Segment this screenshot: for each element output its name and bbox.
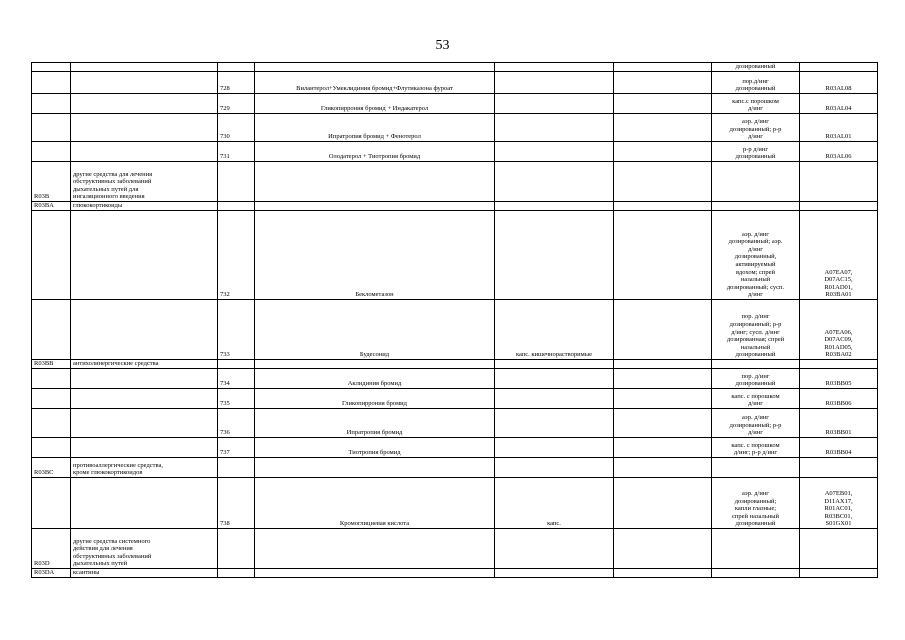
drug-form — [495, 94, 614, 114]
atc-codes: A07EA06, D07AC09, R01AD05, R03BA02 — [800, 300, 878, 360]
atc-group-code: R03BB — [32, 360, 71, 369]
empty-cell — [614, 114, 712, 142]
drug-form — [495, 369, 614, 389]
drug-form: капс. — [495, 478, 614, 529]
atc-group-code — [32, 114, 71, 142]
atc-group-name: антихолинергические средства — [71, 360, 218, 369]
dosage-form — [712, 360, 800, 369]
atc-group-name — [71, 114, 218, 142]
atc-codes: A07EA07, D07AC15, R01AD01, R03BA01 — [800, 211, 878, 300]
drug-name: Вилантерол+Умеклидиния бромид+Флутиказона фуроат — [255, 72, 495, 94]
atc-group-code — [32, 72, 71, 94]
empty-cell — [614, 142, 712, 162]
empty-cell — [614, 569, 712, 578]
empty-cell — [614, 478, 712, 529]
atc-codes: R03BB05 — [800, 369, 878, 389]
drug-name: Аклидиния бромид — [255, 369, 495, 389]
atc-group-code — [32, 63, 71, 72]
row-number: 732 — [218, 211, 255, 300]
row-number: 736 — [218, 409, 255, 438]
row-number: 729 — [218, 94, 255, 114]
atc-codes: R03BB06 — [800, 389, 878, 409]
table-row — [32, 162, 878, 202]
row-number: 733 — [218, 300, 255, 360]
drug-name: Ипратропия бромид — [255, 409, 495, 438]
atc-codes: R03AL06 — [800, 142, 878, 162]
table-row — [32, 478, 878, 529]
atc-group-code: R03B — [32, 162, 71, 202]
dosage-form: дозированный — [712, 63, 800, 72]
drug-name: Ипратропия бромид + Фенотерол — [255, 114, 495, 142]
atc-group-code — [32, 478, 71, 529]
atc-group-name — [71, 300, 218, 360]
drug-name — [255, 360, 495, 369]
drug-name — [255, 162, 495, 202]
atc-group-code — [32, 438, 71, 458]
dosage-form — [712, 458, 800, 478]
dosage-form: пор. д/инг дозированный; р-р д/инг; сусп. д/инг дозированная; спрей назальный дозированный — [712, 300, 800, 360]
drug-form — [495, 438, 614, 458]
table-row — [32, 114, 878, 142]
row-number: 738 — [218, 478, 255, 529]
drug-form — [495, 569, 614, 578]
drug-form — [495, 114, 614, 142]
dosage-form: р-р д/инг дозированный — [712, 142, 800, 162]
drug-form — [495, 202, 614, 211]
table-row — [32, 72, 878, 94]
dosage-form: пор. д/инг дозированный — [712, 369, 800, 389]
drug-table — [31, 62, 878, 578]
drug-form: капс. кишечнорастворимые — [495, 300, 614, 360]
table-row — [32, 438, 878, 458]
atc-group-code — [32, 142, 71, 162]
row-number — [218, 529, 255, 569]
row-number: 728 — [218, 72, 255, 94]
drug-form — [495, 162, 614, 202]
table-row — [32, 202, 878, 211]
table-row — [32, 569, 878, 578]
row-number — [218, 360, 255, 369]
table-row — [32, 211, 878, 300]
row-number — [218, 458, 255, 478]
table-row — [32, 369, 878, 389]
empty-cell — [614, 202, 712, 211]
table-row — [32, 409, 878, 438]
atc-group-code: R03BC — [32, 458, 71, 478]
dosage-form: аэр. д/инг дозированный; р-р д/инг — [712, 114, 800, 142]
empty-cell — [614, 458, 712, 478]
drug-form — [495, 63, 614, 72]
atc-group-code — [32, 211, 71, 300]
atc-group-code — [32, 409, 71, 438]
table-row — [32, 300, 878, 360]
row-number: 737 — [218, 438, 255, 458]
drug-name — [255, 569, 495, 578]
empty-cell — [614, 389, 712, 409]
dosage-form: капс. с порошком д/инг — [712, 389, 800, 409]
drug-name: Олодатерол + Тиотропия бромид — [255, 142, 495, 162]
atc-codes — [800, 202, 878, 211]
row-number: 730 — [218, 114, 255, 142]
atc-codes — [800, 63, 878, 72]
drug-name — [255, 529, 495, 569]
row-number — [218, 202, 255, 211]
empty-cell — [614, 409, 712, 438]
page-number: 53 — [435, 38, 450, 53]
empty-cell — [614, 369, 712, 389]
dosage-form — [712, 529, 800, 569]
atc-group-code — [32, 389, 71, 409]
drug-name — [255, 63, 495, 72]
atc-codes: R03AL04 — [800, 94, 878, 114]
atc-codes: R03AL08 — [800, 72, 878, 94]
atc-codes — [800, 458, 878, 478]
drug-name — [255, 458, 495, 478]
atc-group-name — [71, 409, 218, 438]
atc-group-code — [32, 369, 71, 389]
empty-cell — [614, 211, 712, 300]
atc-group-name: противоаллергические средства, кроме глюкокортикоидов — [71, 458, 218, 478]
drug-form — [495, 211, 614, 300]
dosage-form: аэр. д/инг дозированный; аэр. д/инг дозированный, активируемый вдохом; спрей назальный дозированный; сусп. д/инг — [712, 211, 800, 300]
dosage-form: капс. с порошком д/инг; р-р д/инг — [712, 438, 800, 458]
empty-cell — [614, 529, 712, 569]
row-number — [218, 569, 255, 578]
drug-form — [495, 72, 614, 94]
row-number — [218, 162, 255, 202]
drug-form — [495, 409, 614, 438]
empty-cell — [614, 72, 712, 94]
empty-cell — [614, 63, 712, 72]
atc-group-code: R03BA — [32, 202, 71, 211]
atc-codes: R03AL01 — [800, 114, 878, 142]
row-number: 731 — [218, 142, 255, 162]
table-row — [32, 94, 878, 114]
drug-name: Тиотропия бромид — [255, 438, 495, 458]
atc-codes — [800, 360, 878, 369]
table-row — [32, 63, 878, 72]
atc-codes — [800, 162, 878, 202]
empty-cell — [614, 162, 712, 202]
empty-cell — [614, 300, 712, 360]
atc-group-code — [32, 300, 71, 360]
drug-form — [495, 389, 614, 409]
row-number: 735 — [218, 389, 255, 409]
table-row — [32, 458, 878, 478]
atc-codes: R03BB01 — [800, 409, 878, 438]
atc-group-name — [71, 478, 218, 529]
drug-form — [495, 458, 614, 478]
dosage-form — [712, 162, 800, 202]
atc-codes: A07EB01, D11AX17, R01AC01, R03BC01, S01GX01 — [800, 478, 878, 529]
dosage-form — [712, 569, 800, 578]
table-row — [32, 529, 878, 569]
atc-group-name — [71, 211, 218, 300]
drug-name: Гликопиррония бромид — [255, 389, 495, 409]
dosage-form: аэр. д/инг дозированный; капли глазные; спрей назальный дозированный — [712, 478, 800, 529]
drug-name: Будесонид — [255, 300, 495, 360]
atc-group-name: другие средства системного действия для лечения обструктивных заболеваний дыхательных путей — [71, 529, 218, 569]
atc-codes — [800, 529, 878, 569]
atc-group-name — [71, 94, 218, 114]
atc-group-name: ксантины — [71, 569, 218, 578]
empty-cell — [614, 94, 712, 114]
atc-group-name: глюкокортикоиды — [71, 202, 218, 211]
atc-group-name — [71, 142, 218, 162]
atc-group-code: R03D — [32, 529, 71, 569]
atc-codes: R03BB04 — [800, 438, 878, 458]
table-row — [32, 360, 878, 369]
atc-group-name — [71, 389, 218, 409]
drug-name: Гликопиррония бромид + Индакатерол — [255, 94, 495, 114]
dosage-form: капс.с порошком д/инг — [712, 94, 800, 114]
empty-cell — [614, 438, 712, 458]
atc-group-name: другие средства для лечения обструктивных заболеваний дыхательных путей для ингаляционного введения — [71, 162, 218, 202]
atc-group-name — [71, 369, 218, 389]
atc-group-name — [71, 438, 218, 458]
drug-form — [495, 529, 614, 569]
atc-group-code: R03DA — [32, 569, 71, 578]
dosage-form: аэр. д/инг дозированный; р-р д/инг — [712, 409, 800, 438]
row-number: 734 — [218, 369, 255, 389]
atc-group-code — [32, 94, 71, 114]
table-row — [32, 389, 878, 409]
drug-name: Беклометазон — [255, 211, 495, 300]
table-row — [32, 142, 878, 162]
drug-name — [255, 202, 495, 211]
drug-form — [495, 142, 614, 162]
drug-form — [495, 360, 614, 369]
drug-name: Кромоглициевая кислота — [255, 478, 495, 529]
atc-group-name — [71, 63, 218, 72]
dosage-form — [712, 202, 800, 211]
row-number — [218, 63, 255, 72]
atc-group-name — [71, 72, 218, 94]
atc-codes — [800, 569, 878, 578]
empty-cell — [614, 360, 712, 369]
dosage-form: пор.д/инг дозированный — [712, 72, 800, 94]
